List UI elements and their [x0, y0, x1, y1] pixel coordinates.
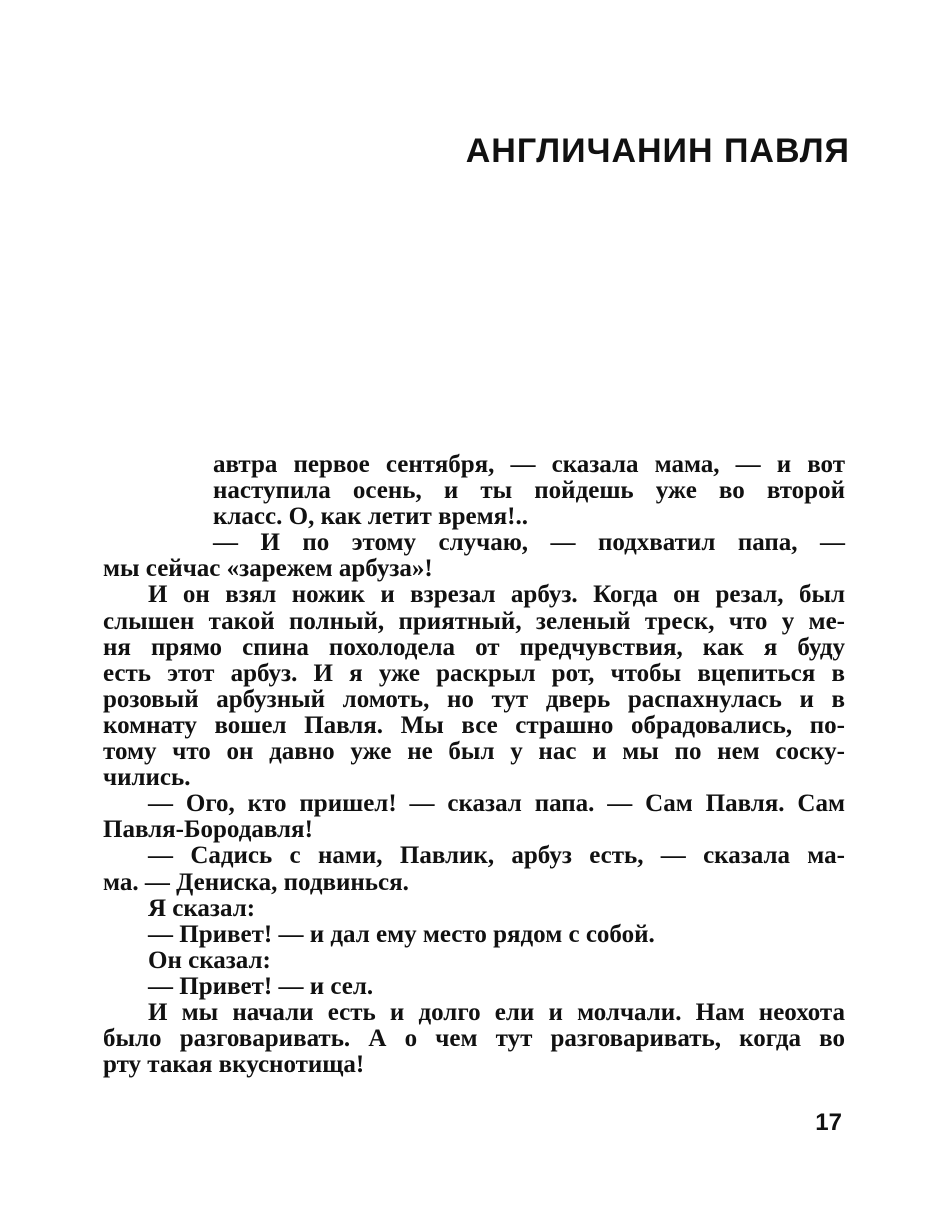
text-line: — Садись с нами, Павлик, арбуз есть, — сказала ма-: [148, 842, 845, 870]
text-line: рту такая вкуснотища!: [103, 1051, 365, 1079]
text-line: чились.: [103, 764, 191, 792]
text-line: автра первое сентября, — сказала мама, — и вот: [213, 451, 845, 478]
chapter-title: АНГЛИЧАНИН ПАВЛЯ: [465, 132, 850, 170]
text-line: И он взял ножик и взрезал арбуз. Когда он резал, был: [148, 581, 845, 609]
text-line: мы сейчас «зарежем арбуза»!: [103, 555, 433, 583]
text-line: — И по этому случаю, — подхватил папа, —: [213, 529, 845, 557]
text-line: наступила осень, и ты пойдешь уже во второй: [213, 477, 845, 505]
text-line: тому что он давно уже не был у нас и мы по нем соску-: [103, 738, 845, 766]
text-line: Он сказал:: [148, 946, 271, 974]
text-line: слышен такой полный, приятный, зеленый треск, что у ме-: [103, 607, 845, 635]
text-line: Павля-Бородавля!: [103, 816, 313, 844]
text-line: — Ого, кто пришел! — сказал папа. — Сам Павля. Сам: [148, 790, 845, 818]
page-number: 17: [815, 1109, 842, 1136]
text-line: ня прямо спина похолодела от предчувствия, как я буду: [103, 633, 845, 661]
text-line: ма. — Дениска, подвинься.: [103, 868, 409, 896]
body-text: [103, 452, 845, 1078]
text-line: есть этот арбуз. И я уже раскрыл рот, чтобы вцепиться в: [103, 659, 845, 687]
text-line: комнату вошел Павля. Мы все страшно обрадовались, по-: [103, 711, 845, 739]
text-line: класс. О, как летит время!..: [213, 503, 528, 531]
text-line: Я сказал:: [148, 894, 256, 922]
text-line: — Привет! — и сел.: [148, 972, 374, 1000]
text-line: И мы начали есть и долго ели и молчали. Нам неохота: [148, 998, 845, 1026]
text-line: было разговаривать. А о чем тут разговаривать, когда во: [103, 1025, 845, 1053]
text-line: — Привет! — и дал ему место рядом с собой.: [148, 920, 655, 948]
text-line: розовый арбузный ломоть, но тут дверь распахнулась и в: [103, 685, 845, 713]
